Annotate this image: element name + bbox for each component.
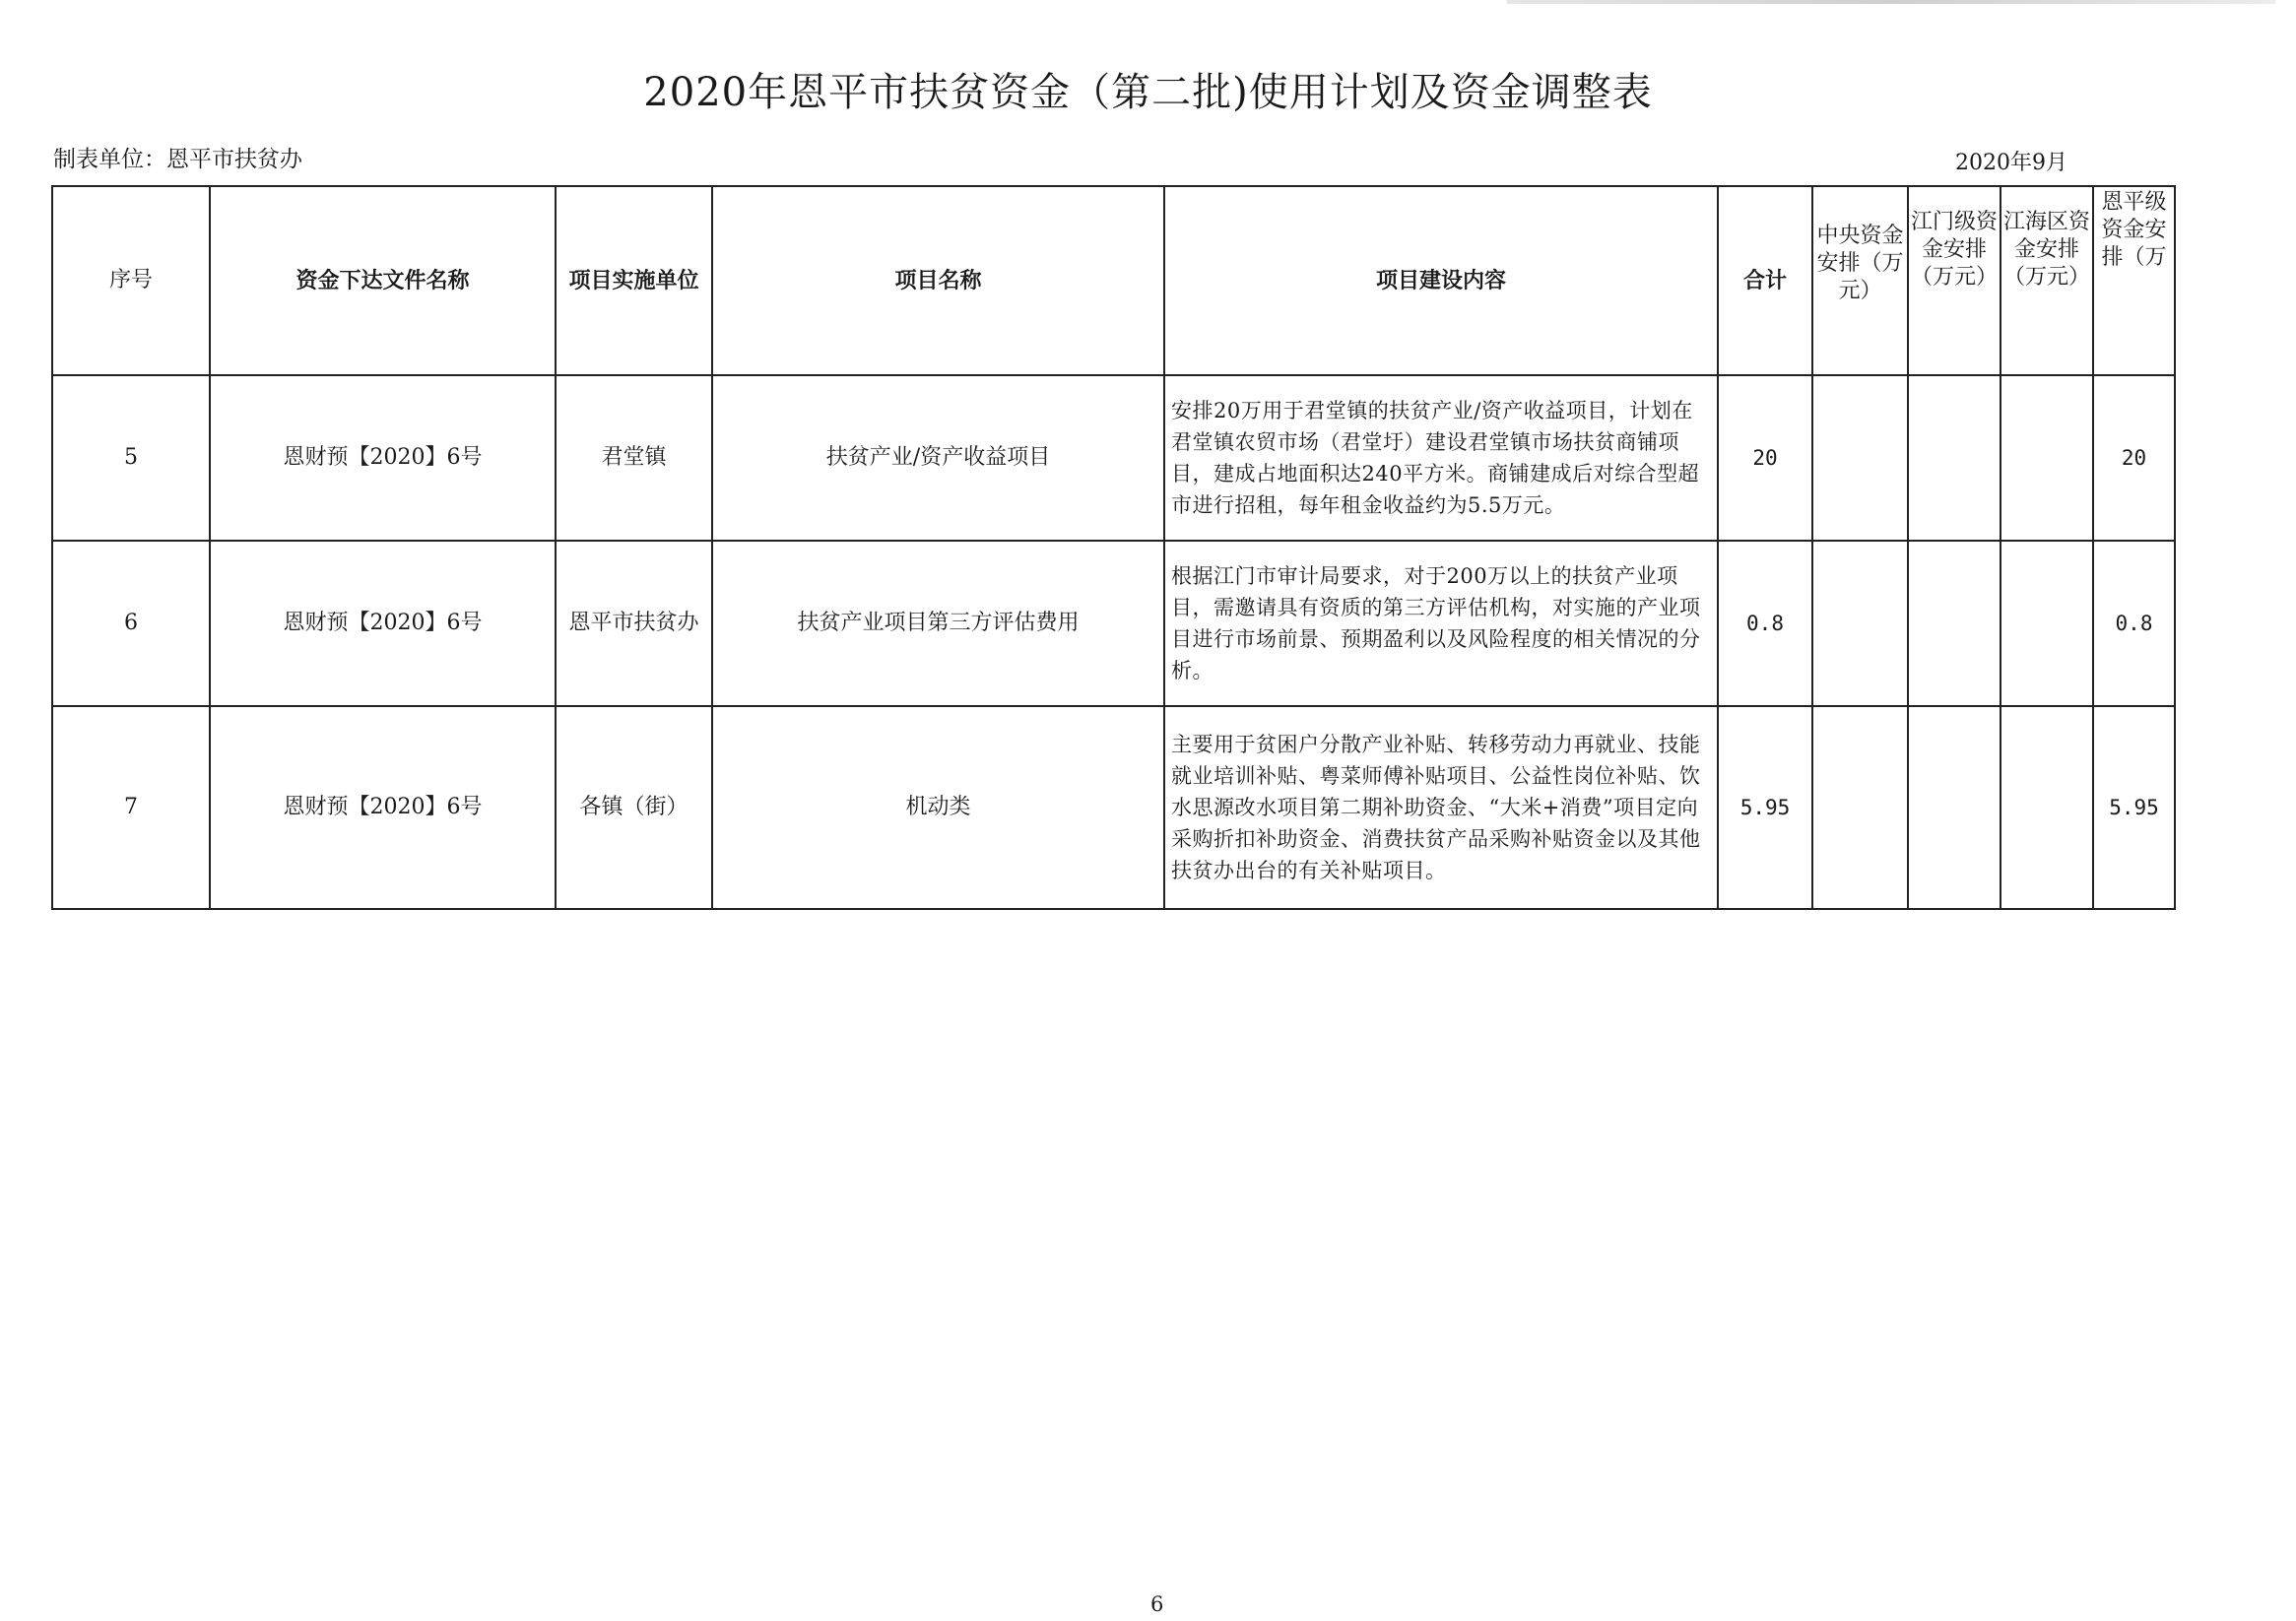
cell-unit: 各镇（街） — [556, 706, 712, 909]
cell-enping: 0.8 — [2093, 541, 2175, 706]
table-row — [52, 375, 2175, 541]
page-number: 6 — [1150, 1592, 1164, 1616]
cell-jiangmen — [1908, 541, 2001, 706]
cell-jiangmen — [1908, 375, 2001, 541]
prepared-by-unit: 制表单位：恩平市扶贫办 — [53, 147, 302, 172]
header-total: 合计 — [1718, 186, 1812, 375]
header-enping: 恩平级资金安排（万 — [2093, 186, 2175, 375]
cell-unit: 恩平市扶贫办 — [556, 541, 712, 706]
header-unit: 项目实施单位 — [556, 186, 712, 375]
cell-central — [1812, 706, 1908, 909]
cell-unit: 君堂镇 — [556, 375, 712, 541]
table-row — [52, 706, 2175, 909]
header-jianghai: 江海区资金安排（万元） — [2001, 186, 2093, 375]
cell-content: 根据江门市审计局要求，对于200万以上的扶贫产业项目，需邀请具有资质的第三方评估机构，对实施的产业项目进行市场前景、预期盈利以及风险程度的相关情况的分析。 — [1164, 541, 1718, 706]
cell-project-name: 扶贫产业项目第三方评估费用 — [712, 541, 1164, 706]
cell-jiangmen — [1908, 706, 2001, 909]
cell-document-name: 恩财预【2020】6号 — [210, 706, 556, 909]
cell-content: 主要用于贫困户分散产业补贴、转移劳动力再就业、技能就业培训补贴、粤菜师傅补贴项目、公益性岗位补贴、饮水思源改水项目第二期补助资金、“大米+消费”项目定向采购折扣补助资金、消费扶贫产品采购补贴资金以及其他扶贫办出台的有关补贴项目。 — [1164, 706, 1718, 909]
cell-document-name: 恩财预【2020】6号 — [210, 375, 556, 541]
cell-jianghai — [2001, 541, 2093, 706]
cell-central — [1812, 375, 1908, 541]
header-jiangmen: 江门级资金安排（万元） — [1908, 186, 2001, 375]
cell-jianghai — [2001, 706, 2093, 909]
cell-content: 安排20万用于君堂镇的扶贫产业/资产收益项目，计划在君堂镇农贸市场（君堂圩）建设君堂镇市场扶贫商铺项目，建成占地面积达240平方米。商铺建成后对综合型超市进行招租，每年租金收益约为5.5万元。 — [1164, 375, 1718, 541]
table-header-row — [52, 186, 2175, 375]
cell-total: 5.95 — [1718, 706, 1812, 909]
cell-project-name: 扶贫产业/资产收益项目 — [712, 375, 1164, 541]
header-content: 项目建设内容 — [1164, 186, 1718, 375]
cell-jianghai — [2001, 375, 2093, 541]
document-date: 2020年9月 — [1955, 151, 2067, 175]
cell-seq: 7 — [52, 706, 210, 909]
cell-seq: 6 — [52, 541, 210, 706]
cell-document-name: 恩财预【2020】6号 — [210, 541, 556, 706]
cell-enping: 20 — [2093, 375, 2175, 541]
fund-plan-table — [51, 185, 2176, 910]
table-row — [52, 541, 2175, 706]
scan-edge-artifact — [1507, 0, 2275, 4]
header-document-name: 资金下达文件名称 — [210, 186, 556, 375]
cell-seq: 5 — [52, 375, 210, 541]
cell-enping: 5.95 — [2093, 706, 2175, 909]
header-central: 中央资金安排（万元） — [1812, 186, 1908, 375]
header-project-name: 项目名称 — [712, 186, 1164, 375]
document-title: 2020年恩平市扶贫资金（第二批)使用计划及资金调整表 — [643, 70, 1653, 115]
cell-total: 20 — [1718, 375, 1812, 541]
cell-central — [1812, 541, 1908, 706]
cell-total: 0.8 — [1718, 541, 1812, 706]
header-seq: 序号 — [52, 186, 210, 375]
cell-project-name: 机动类 — [712, 706, 1164, 909]
